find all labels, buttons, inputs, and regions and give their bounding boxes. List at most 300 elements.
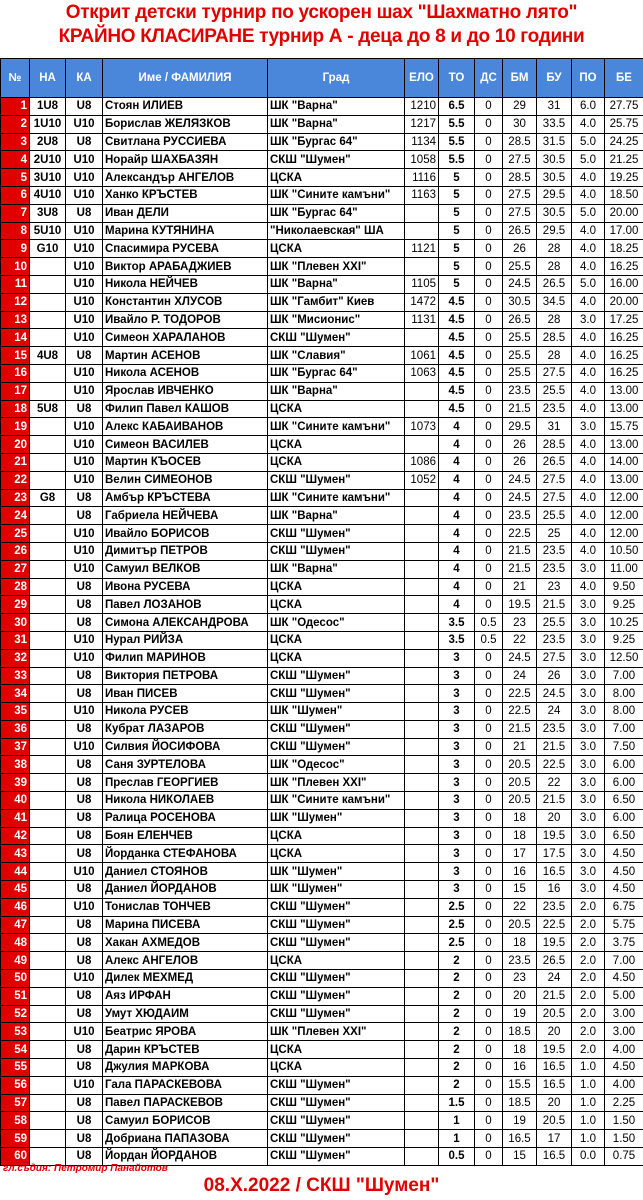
table-row xyxy=(1,987,643,1005)
cell-ds: 0 xyxy=(475,987,503,1005)
cell-ka: U8 xyxy=(66,792,103,810)
cell-ka: U8 xyxy=(66,133,103,151)
cell-ka: U8 xyxy=(66,774,103,792)
cell-to: 2.5 xyxy=(439,934,475,952)
cell-ka: U8 xyxy=(66,667,103,685)
cell-na xyxy=(30,614,66,632)
cell-bm: 25.5 xyxy=(503,364,537,382)
table-row xyxy=(1,293,643,311)
table-row xyxy=(1,934,643,952)
cell-ds: 0 xyxy=(475,275,503,293)
cell-na xyxy=(30,649,66,667)
cell-rank: 25 xyxy=(1,525,30,543)
cell-be: 8.00 xyxy=(605,703,643,721)
cell-po: 3.0 xyxy=(572,738,605,756)
cell-name: Йордан ЙОРДАНОВ xyxy=(103,1148,268,1166)
cell-ka: U8 xyxy=(66,685,103,703)
cell-elo xyxy=(405,222,439,240)
cell-name: Никола РУСЕВ xyxy=(103,703,268,721)
cell-club: ШК "Бургас 64" xyxy=(268,204,405,222)
cell-bu: 20.5 xyxy=(537,1005,572,1023)
cell-elo xyxy=(405,1005,439,1023)
cell-po: 6.0 xyxy=(572,98,605,116)
cell-club: СКШ "Шумен" xyxy=(268,329,405,347)
cell-na xyxy=(30,542,66,560)
cell-po: 3.0 xyxy=(572,792,605,810)
cell-bm: 24.5 xyxy=(503,275,537,293)
cell-bu: 24 xyxy=(537,970,572,988)
cell-to: 4 xyxy=(439,418,475,436)
cell-na xyxy=(30,987,66,1005)
cell-be: 11.00 xyxy=(605,560,643,578)
cell-name: Димитър ПЕТРОВ xyxy=(103,542,268,560)
cell-bm: 21 xyxy=(503,738,537,756)
cell-be: 12.50 xyxy=(605,649,643,667)
cell-name: Никола НЕЙЧЕВ xyxy=(103,275,268,293)
cell-name: Ярослав ИВЧЕНКО xyxy=(103,382,268,400)
cell-ds: 0 xyxy=(475,471,503,489)
cell-be: 10.25 xyxy=(605,614,643,632)
cell-po: 4.0 xyxy=(572,578,605,596)
cell-na xyxy=(30,1094,66,1112)
date-venue: 08.X.2022 / СКШ "Шумен" xyxy=(203,1175,440,1196)
cell-bm: 30 xyxy=(503,115,537,133)
cell-ka: U10 xyxy=(66,1076,103,1094)
cell-na: 3U10 xyxy=(30,169,66,187)
cell-rank: 36 xyxy=(1,720,30,738)
cell-ka: U10 xyxy=(66,382,103,400)
cell-rank: 12 xyxy=(1,293,30,311)
cell-be: 6.00 xyxy=(605,809,643,827)
cell-name: Хакан АХМЕДОВ xyxy=(103,934,268,952)
cell-elo xyxy=(405,507,439,525)
cell-bm: 22 xyxy=(503,898,537,916)
cell-elo: 1052 xyxy=(405,471,439,489)
cell-ds: 0 xyxy=(475,881,503,899)
cell-elo xyxy=(405,703,439,721)
cell-club: СКШ "Шумен" xyxy=(268,1005,405,1023)
table-row xyxy=(1,364,643,382)
cell-bm: 25.5 xyxy=(503,258,537,276)
cell-club: СКШ "Шумен" xyxy=(268,720,405,738)
cell-po: 4.0 xyxy=(572,507,605,525)
table-row xyxy=(1,418,643,436)
cell-elo xyxy=(405,756,439,774)
cell-na xyxy=(30,845,66,863)
table-row xyxy=(1,436,643,454)
cell-ka: U10 xyxy=(66,418,103,436)
table-row xyxy=(1,1023,643,1041)
table-row xyxy=(1,685,643,703)
cell-club: ШК "Варна" xyxy=(268,382,405,400)
cell-na: 2U10 xyxy=(30,151,66,169)
cell-ds: 0 xyxy=(475,827,503,845)
cell-po: 5.0 xyxy=(572,151,605,169)
cell-elo xyxy=(405,542,439,560)
cell-na: G8 xyxy=(30,489,66,507)
cell-elo xyxy=(405,774,439,792)
cell-bu: 28 xyxy=(537,258,572,276)
cell-to: 2 xyxy=(439,1023,475,1041)
cell-po: 2.0 xyxy=(572,916,605,934)
cell-name: Саня ЗУРТЕЛОВА xyxy=(103,756,268,774)
cell-elo xyxy=(405,578,439,596)
cell-rank: 19 xyxy=(1,418,30,436)
table-row xyxy=(1,774,643,792)
cell-club: ШК "Варна" xyxy=(268,275,405,293)
table-row xyxy=(1,827,643,845)
cell-bu: 33.5 xyxy=(537,115,572,133)
cell-po: 3.0 xyxy=(572,774,605,792)
cell-ka: U8 xyxy=(66,596,103,614)
cell-ds: 0 xyxy=(475,970,503,988)
cell-po: 2.0 xyxy=(572,970,605,988)
cell-rank: 40 xyxy=(1,792,30,810)
cell-na xyxy=(30,293,66,311)
cell-ka: U8 xyxy=(66,1005,103,1023)
cell-na: 4U10 xyxy=(30,186,66,204)
cell-be: 9.25 xyxy=(605,596,643,614)
cell-bu: 26.5 xyxy=(537,275,572,293)
cell-bu: 29.5 xyxy=(537,222,572,240)
cell-elo xyxy=(405,400,439,418)
cell-club: ШК "Варна" xyxy=(268,115,405,133)
cell-bm: 24.5 xyxy=(503,649,537,667)
cell-rank: 22 xyxy=(1,471,30,489)
cell-be: 5.75 xyxy=(605,916,643,934)
cell-name: Иван ДЕЛИ xyxy=(103,204,268,222)
cell-ds: 0 xyxy=(475,756,503,774)
cell-be: 4.00 xyxy=(605,1041,643,1059)
cell-rank: 1 xyxy=(1,98,30,116)
cell-club: СКШ "Шумен" xyxy=(268,987,405,1005)
cell-bm: 19 xyxy=(503,1005,537,1023)
cell-elo: 1086 xyxy=(405,453,439,471)
cell-club: ШК "Сините камъни" xyxy=(268,792,405,810)
cell-rank: 10 xyxy=(1,258,30,276)
cell-po: 4.0 xyxy=(572,258,605,276)
cell-ds: 0 xyxy=(475,507,503,525)
cell-to: 5.5 xyxy=(439,151,475,169)
cell-bu: 23.5 xyxy=(537,400,572,418)
cell-to: 6.5 xyxy=(439,98,475,116)
table-row xyxy=(1,1112,643,1130)
cell-bm: 21.5 xyxy=(503,542,537,560)
cell-na: G10 xyxy=(30,240,66,258)
cell-ka: U8 xyxy=(66,934,103,952)
cell-na: 5U8 xyxy=(30,400,66,418)
cell-club: ЦСКА xyxy=(268,596,405,614)
cell-po: 2.0 xyxy=(572,1005,605,1023)
cell-ka: U8 xyxy=(66,1041,103,1059)
cell-ka: U10 xyxy=(66,115,103,133)
cell-elo xyxy=(405,1076,439,1094)
table-row xyxy=(1,489,643,507)
cell-ka: U10 xyxy=(66,293,103,311)
cell-po: 3.0 xyxy=(572,703,605,721)
table-row xyxy=(1,115,643,133)
cell-ds: 0 xyxy=(475,222,503,240)
cell-elo: 1121 xyxy=(405,240,439,258)
cell-ds: 0 xyxy=(475,560,503,578)
table-row xyxy=(1,863,643,881)
cell-po: 4.0 xyxy=(572,347,605,365)
cell-po: 3.0 xyxy=(572,631,605,649)
cell-name: Константин ХЛУСОВ xyxy=(103,293,268,311)
cell-na xyxy=(30,970,66,988)
cell-ds: 0 xyxy=(475,525,503,543)
cell-bu: 24 xyxy=(537,703,572,721)
cell-ka: U10 xyxy=(66,151,103,169)
cell-na xyxy=(30,720,66,738)
cell-club: ШК "Плевен XXI" xyxy=(268,774,405,792)
cell-rank: 2 xyxy=(1,115,30,133)
cell-na xyxy=(30,258,66,276)
cell-be: 13.00 xyxy=(605,382,643,400)
cell-name: Даниел СТОЯНОВ xyxy=(103,863,268,881)
cell-ka: U8 xyxy=(66,1148,103,1166)
cell-rank: 32 xyxy=(1,649,30,667)
cell-bm: 18 xyxy=(503,809,537,827)
cell-club: ШК "Бургас 64" xyxy=(268,133,405,151)
cell-ka: U10 xyxy=(66,863,103,881)
cell-name: Беатрис ЯРОВА xyxy=(103,1023,268,1041)
cell-elo xyxy=(405,631,439,649)
cell-to: 5 xyxy=(439,275,475,293)
cell-na xyxy=(30,507,66,525)
col-header-be: БЕ xyxy=(605,59,643,98)
chief-arbiter-note: гл.съдия: Петромир Панайотов xyxy=(3,1163,168,1174)
cell-po: 4.0 xyxy=(572,329,605,347)
cell-bm: 30.5 xyxy=(503,293,537,311)
cell-po: 4.0 xyxy=(572,240,605,258)
cell-bm: 26 xyxy=(503,453,537,471)
title-line-2: КРАЙНО КЛАСИРАНЕ турнир А - деца до 8 и до 10 години xyxy=(58,26,585,47)
cell-club: ШК "Одесос" xyxy=(268,756,405,774)
cell-club: ШК "Славия" xyxy=(268,347,405,365)
table-row xyxy=(1,329,643,347)
cell-bm: 27.5 xyxy=(503,151,537,169)
table-row xyxy=(1,400,643,418)
cell-be: 19.25 xyxy=(605,169,643,187)
cell-bu: 28.5 xyxy=(537,329,572,347)
table-row xyxy=(1,347,643,365)
cell-ka: U10 xyxy=(66,453,103,471)
cell-bu: 28 xyxy=(537,347,572,365)
table-row xyxy=(1,720,643,738)
cell-rank: 20 xyxy=(1,436,30,454)
cell-bu: 25.5 xyxy=(537,382,572,400)
cell-be: 1.50 xyxy=(605,1130,643,1148)
cell-bu: 23.5 xyxy=(537,542,572,560)
cell-ds: 0 xyxy=(475,1148,503,1166)
cell-na xyxy=(30,738,66,756)
cell-be: 0.75 xyxy=(605,1148,643,1166)
cell-ds: 0 xyxy=(475,418,503,436)
cell-name: Ралица РОСЕНОВА xyxy=(103,809,268,827)
cell-bu: 27.5 xyxy=(537,489,572,507)
cell-name: Умут ХЮДАИМ xyxy=(103,1005,268,1023)
cell-ka: U10 xyxy=(66,1023,103,1041)
cell-na xyxy=(30,1005,66,1023)
cell-name: Самуил БОРИСОВ xyxy=(103,1112,268,1130)
cell-be: 6.50 xyxy=(605,827,643,845)
cell-to: 5 xyxy=(439,204,475,222)
cell-be: 20.00 xyxy=(605,204,643,222)
cell-club: ШК "Одесос" xyxy=(268,614,405,632)
cell-na xyxy=(30,809,66,827)
cell-elo xyxy=(405,1130,439,1148)
cell-bm: 23 xyxy=(503,614,537,632)
cell-po: 4.0 xyxy=(572,293,605,311)
cell-po: 3.0 xyxy=(572,845,605,863)
cell-to: 3 xyxy=(439,756,475,774)
cell-po: 3.0 xyxy=(572,560,605,578)
title-line-1: Открит детски турнир по ускорен шах "Шахматно лято" xyxy=(65,2,578,23)
cell-ds: 0 xyxy=(475,1023,503,1041)
cell-name: Марина ПИСЕВА xyxy=(103,916,268,934)
cell-bm: 20.5 xyxy=(503,774,537,792)
cell-be: 15.75 xyxy=(605,418,643,436)
cell-elo xyxy=(405,596,439,614)
cell-bm: 15.5 xyxy=(503,1076,537,1094)
cell-bu: 25.5 xyxy=(537,507,572,525)
cell-po: 2.0 xyxy=(572,1041,605,1059)
cell-elo xyxy=(405,1094,439,1112)
cell-be: 16.25 xyxy=(605,329,643,347)
cell-rank: 41 xyxy=(1,809,30,827)
cell-elo xyxy=(405,792,439,810)
cell-be: 4.50 xyxy=(605,1059,643,1077)
cell-po: 3.0 xyxy=(572,863,605,881)
cell-ka: U10 xyxy=(66,898,103,916)
cell-bu: 30.5 xyxy=(537,204,572,222)
cell-to: 2 xyxy=(439,1059,475,1077)
cell-ds: 0 xyxy=(475,293,503,311)
table-row xyxy=(1,898,643,916)
cell-to: 3.5 xyxy=(439,614,475,632)
cell-name: Марина КУТЯНИНА xyxy=(103,222,268,240)
cell-po: 4.0 xyxy=(572,525,605,543)
cell-club: ЦСКА xyxy=(268,578,405,596)
cell-ds: 0.5 xyxy=(475,614,503,632)
cell-bm: 18.5 xyxy=(503,1023,537,1041)
cell-po: 3.0 xyxy=(572,614,605,632)
cell-be: 14.00 xyxy=(605,453,643,471)
cell-bu: 17 xyxy=(537,1130,572,1148)
table-row xyxy=(1,703,643,721)
cell-be: 6.50 xyxy=(605,792,643,810)
cell-ds: 0 xyxy=(475,1130,503,1148)
cell-to: 4 xyxy=(439,596,475,614)
cell-name: Аяз ИРФАН xyxy=(103,987,268,1005)
cell-to: 4 xyxy=(439,453,475,471)
cell-ka: U10 xyxy=(66,258,103,276)
cell-name: Алекс АНГЕЛОВ xyxy=(103,952,268,970)
cell-rank: 18 xyxy=(1,400,30,418)
cell-name: Добриана ПАПАЗОВА xyxy=(103,1130,268,1148)
cell-elo: 1131 xyxy=(405,311,439,329)
cell-club: ШК "Сините камъни" xyxy=(268,186,405,204)
cell-club: СКШ "Шумен" xyxy=(268,471,405,489)
cell-ka: U10 xyxy=(66,329,103,347)
cell-ds: 0 xyxy=(475,792,503,810)
cell-po: 3.0 xyxy=(572,418,605,436)
cell-na xyxy=(30,418,66,436)
cell-club: ЦСКА xyxy=(268,1059,405,1077)
cell-bu: 27.5 xyxy=(537,471,572,489)
cell-po: 4.0 xyxy=(572,169,605,187)
cell-name: Павел ПАРАСКЕВОВ xyxy=(103,1094,268,1112)
cell-bm: 16 xyxy=(503,863,537,881)
cell-na xyxy=(30,774,66,792)
cell-elo: 1163 xyxy=(405,186,439,204)
cell-na xyxy=(30,364,66,382)
cell-to: 3 xyxy=(439,685,475,703)
cell-na xyxy=(30,578,66,596)
cell-bm: 22.5 xyxy=(503,703,537,721)
cell-name: Никола НИКОЛАЕВ xyxy=(103,792,268,810)
cell-name: Амбър КРЪСТЕВА xyxy=(103,489,268,507)
table-row xyxy=(1,151,643,169)
cell-ds: 0 xyxy=(475,169,503,187)
cell-club: ШК "Варна" xyxy=(268,98,405,116)
cell-elo xyxy=(405,667,439,685)
cell-po: 2.0 xyxy=(572,934,605,952)
cell-to: 4.5 xyxy=(439,293,475,311)
cell-po: 1.0 xyxy=(572,1059,605,1077)
cell-po: 1.0 xyxy=(572,1112,605,1130)
cell-to: 3 xyxy=(439,845,475,863)
cell-bm: 19 xyxy=(503,1112,537,1130)
cell-ka: U10 xyxy=(66,738,103,756)
cell-elo xyxy=(405,649,439,667)
cell-bu: 30.5 xyxy=(537,151,572,169)
table-row xyxy=(1,1094,643,1112)
cell-name: Боян ЕЛЕНЧЕВ xyxy=(103,827,268,845)
cell-bm: 21.5 xyxy=(503,720,537,738)
cell-to: 5.5 xyxy=(439,115,475,133)
cell-bu: 26.5 xyxy=(537,952,572,970)
cell-to: 4 xyxy=(439,507,475,525)
cell-bu: 21.5 xyxy=(537,987,572,1005)
cell-bm: 26.5 xyxy=(503,222,537,240)
cell-bm: 25.5 xyxy=(503,347,537,365)
cell-bu: 23.5 xyxy=(537,720,572,738)
cell-ds: 0 xyxy=(475,1005,503,1023)
cell-bu: 25.5 xyxy=(537,614,572,632)
cell-elo xyxy=(405,1023,439,1041)
table-row xyxy=(1,525,643,543)
cell-bu: 16.5 xyxy=(537,1148,572,1166)
cell-na xyxy=(30,827,66,845)
cell-name: Дарин КРЪСТЕВ xyxy=(103,1041,268,1059)
cell-elo xyxy=(405,827,439,845)
cell-be: 6.00 xyxy=(605,774,643,792)
cell-po: 3.0 xyxy=(572,596,605,614)
cell-club: ШК "Гамбит" Киев xyxy=(268,293,405,311)
cell-be: 3.00 xyxy=(605,1023,643,1041)
table-row xyxy=(1,222,643,240)
cell-club: ШК "Сините камъни" xyxy=(268,489,405,507)
cell-na xyxy=(30,863,66,881)
cell-club: СКШ "Шумен" xyxy=(268,667,405,685)
cell-bm: 29.5 xyxy=(503,418,537,436)
cell-po: 4.0 xyxy=(572,453,605,471)
cell-name: Ханко КРЪСТЕВ xyxy=(103,186,268,204)
cell-ds: 0 xyxy=(475,667,503,685)
cell-ka: U8 xyxy=(66,916,103,934)
